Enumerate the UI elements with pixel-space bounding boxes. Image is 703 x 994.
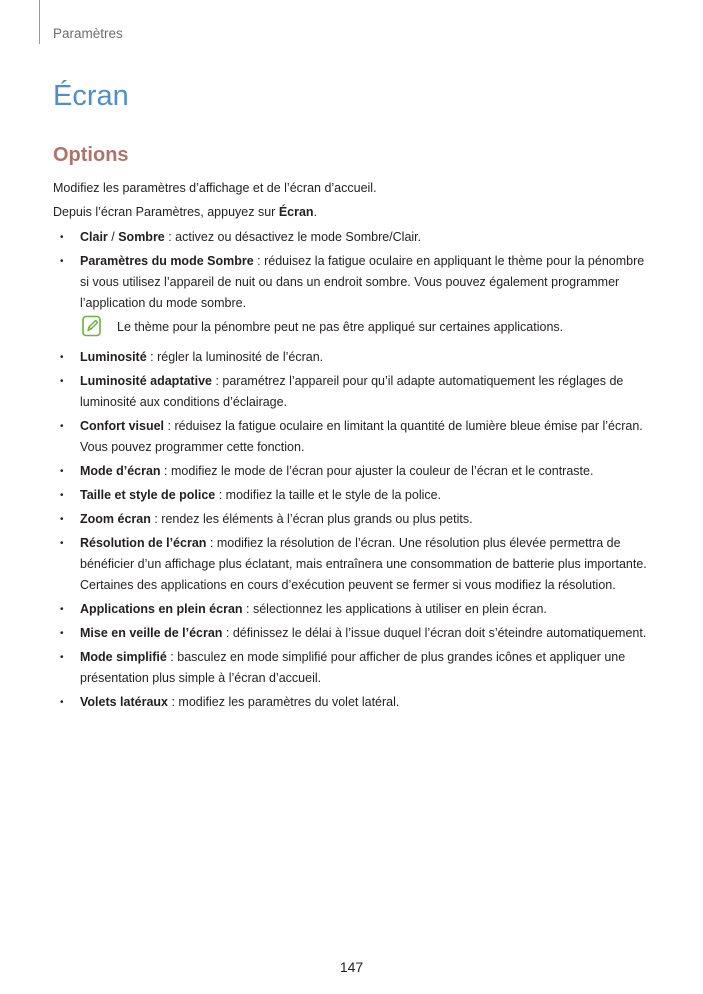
list-item-clair-sombre: • Clair / Sombre : activez ou désactivez le mode Sombre/Clair. <box>53 227 653 248</box>
intro-instruction: Depuis l’écran Paramètres, appuyez sur Écran. <box>53 205 318 219</box>
options-list <box>53 227 653 314</box>
options-list-continued <box>53 347 653 713</box>
list-item-full-screen-apps: • Applications en plein écran : sélectionnez les applications à utiliser en plein écran. <box>53 599 653 620</box>
intro-menu-name: Écran <box>278 205 314 219</box>
note-text: Le thème pour la pénombre peut ne pas être appliqué sur certaines applications. <box>117 320 564 334</box>
list-item-screen-resolution: • Résolution de l’écran : modifiez la résolution de l’écran. Une résolution plus élevée permettra de bénéficier d’un affichage plus éclatant, mais entraînera une consommation de batterie plus importante. Certaines des applications en cours d’exécution peuvent se fermer si vous modifiez la résolution. <box>53 533 653 596</box>
page-number: 147 <box>339 959 364 975</box>
list-item-screen-mode: • Mode d’écran : modifiez le mode de l’écran pour ajuster la couleur de l’écran et le contraste. <box>53 461 653 482</box>
section-title: Options <box>53 144 129 166</box>
note-pencil-icon <box>81 315 103 337</box>
list-item-edge-panels: • Volets latéraux : modifiez les paramètres du volet latéral. <box>53 692 653 713</box>
header-section-label: Paramètres <box>53 26 123 41</box>
list-item-eye-comfort: • Confort visuel : réduisez la fatigue oculaire en limitant la quantité de lumière bleue émise par l’écran. Vous pouvez programmer cette fonction. <box>53 416 653 458</box>
list-item-font-size-style: • Taille et style de police : modifiez la taille et le style de la police. <box>53 485 653 506</box>
header-divider <box>39 0 40 44</box>
content-body <box>53 178 653 716</box>
note-box <box>53 317 653 340</box>
list-item-screen-zoom: • Zoom écran : rendez les éléments à l’écran plus grands ou plus petits. <box>53 509 653 530</box>
intro-paragraph: Modifiez les paramètres d’affichage et de l’écran d’accueil. <box>53 181 377 195</box>
page-title: Écran <box>53 80 129 112</box>
list-item-easy-mode: • Mode simplifié : basculez en mode simplifié pour afficher de plus grandes icônes et appliquer une présentation plus simple à l’écran d’accueil. <box>53 647 653 689</box>
list-item-screen-timeout: • Mise en veille de l’écran : définissez le délai à l’issue duquel l’écran doit s’éteindre automatiquement. <box>53 623 653 644</box>
list-item-adaptive-brightness: • Luminosité adaptative : paramétrez l’appareil pour qu’il adapte automatiquement les réglages de luminosité aux conditions d’éclairage. <box>53 371 653 413</box>
list-item-brightness: • Luminosité : régler la luminosité de l’écran. <box>53 347 653 368</box>
list-item-dark-mode-settings: • Paramètres du mode Sombre : réduisez la fatigue oculaire en appliquant le thème pour la pénombre si vous utilisez l’appareil de nuit ou dans un endroit sombre. Vous pouvez également programmer l’application du mode sombre. <box>53 251 653 314</box>
